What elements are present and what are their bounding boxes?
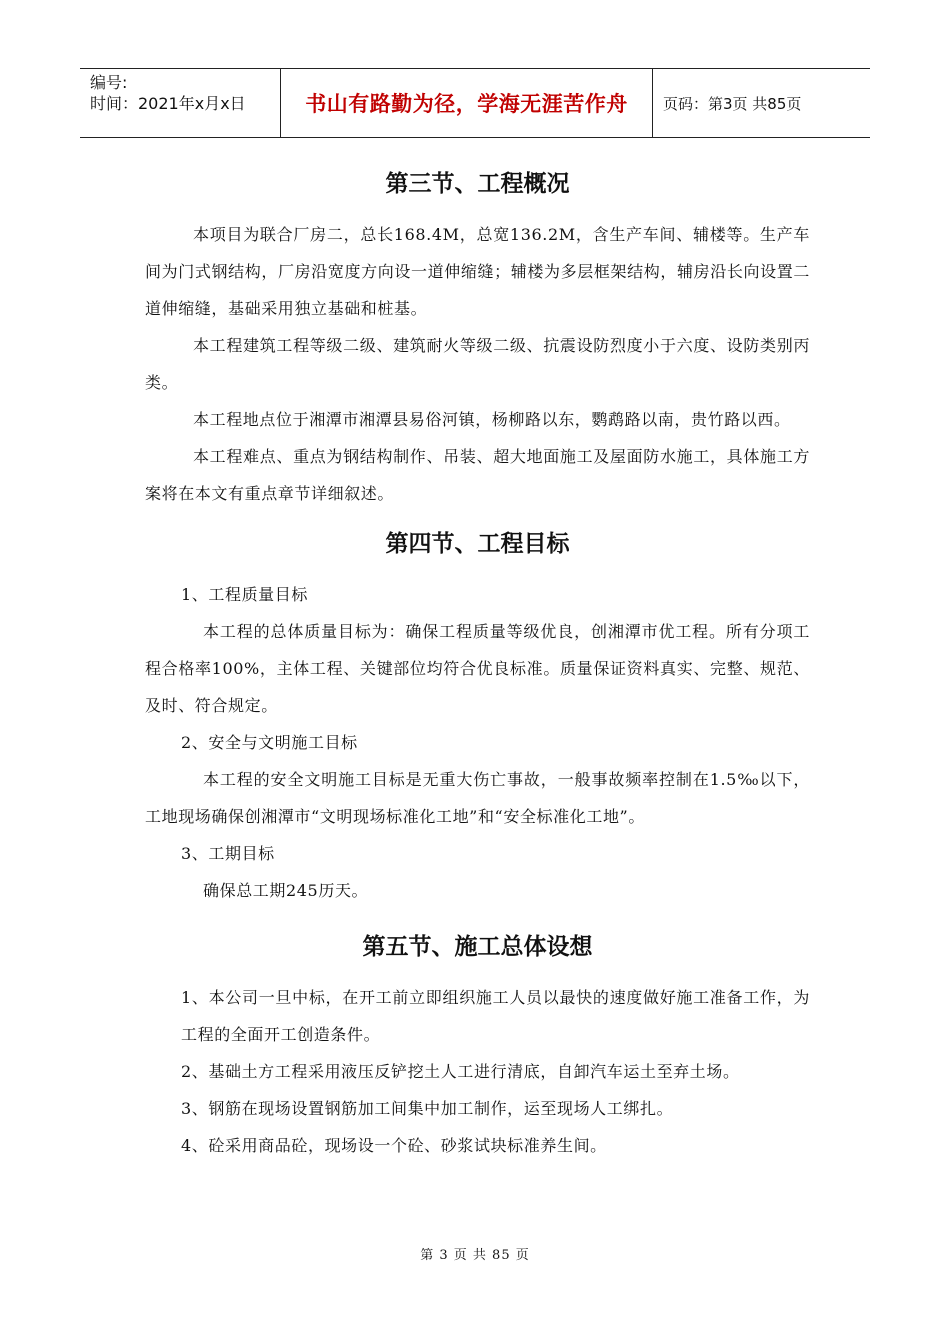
section-4-title: 第四节、工程目标 — [385, 531, 570, 557]
goal-item-text: 本工程的安全文明施工目标是无重大伤亡事故，一般事故频率控制在1.5‰以下，工地现场确保创湘潭市“文明现场标准化工地”和“安全标准化工地”。 — [145, 770, 810, 826]
section-3-paragraph: 本工程地点位于湘潭市湘潭县易俗河镇，杨柳路以东，鹦鹉路以南，贵竹路以西。 — [193, 410, 791, 429]
plan-item: 4、砼采用商品砼，现场设一个砼、砂浆试块标准养生间。 — [181, 1136, 607, 1155]
page-footer: 第 3 页 共 85 页 — [420, 1248, 530, 1263]
header-motto: 书山有路勤为径，学海无涯苦作舟 — [281, 69, 653, 137]
document-number-label: 编号: — [90, 73, 128, 92]
section-3-title: 第三节、工程概况 — [385, 171, 570, 197]
plan-item: 1、本公司一旦中标，在开工前立即组织施工人员以最快的速度做好施工准备工作，为工程的全面开工创造条件。 — [181, 988, 810, 1044]
goal-item-title: 3、工期目标 — [181, 844, 275, 863]
goal-item-title: 1、工程质量目标 — [181, 585, 308, 604]
goal-item-title: 2、安全与文明施工目标 — [181, 733, 358, 752]
page-header — [80, 68, 870, 138]
section-5-title: 第五节、施工总体设想 — [362, 934, 593, 960]
header-page-info: 页码：第3页 共85页 — [663, 94, 802, 113]
section-3-paragraph: 本工程建筑工程等级二级、建筑耐火等级二级、抗震设防烈度小于六度、设防类别丙类。 — [145, 336, 810, 392]
section-3-paragraph: 本工程难点、重点为钢结构制作、吊装、超大地面施工及屋面防水施工，具体施工方案将在本文有重点章节详细叙述。 — [145, 447, 810, 503]
goal-item-text: 确保总工期245历天。 — [203, 881, 369, 900]
plan-item: 2、基础土方工程采用液压反铲挖土人工进行清底，自卸汽车运土至弃土场。 — [181, 1062, 740, 1081]
document-date: 时间：2021年x月x日 — [90, 94, 246, 113]
document-body — [145, 160, 810, 1164]
section-3-paragraph: 本项目为联合厂房二，总长168.4M，总宽136.2M，含生产车间、辅楼等。生产车间为门式钢结构，厂房沿宽度方向设一道伸缩缝；辅楼为多层框架结构，辅房沿长向设置二道伸缩缝，基础采用独立基础和桩基。 — [145, 225, 810, 318]
header-meta — [80, 69, 281, 137]
goal-item-text: 本工程的总体质量目标为：确保工程质量等级优良，创湘潭市优工程。所有分项工程合格率100%，主体工程、关键部位均符合优良标准。质量保证资料真实、完整、规范、及时、符合规定。 — [145, 622, 810, 715]
plan-item: 3、钢筋在现场设置钢筋加工间集中加工制作，运至现场人工绑扎。 — [181, 1099, 674, 1118]
